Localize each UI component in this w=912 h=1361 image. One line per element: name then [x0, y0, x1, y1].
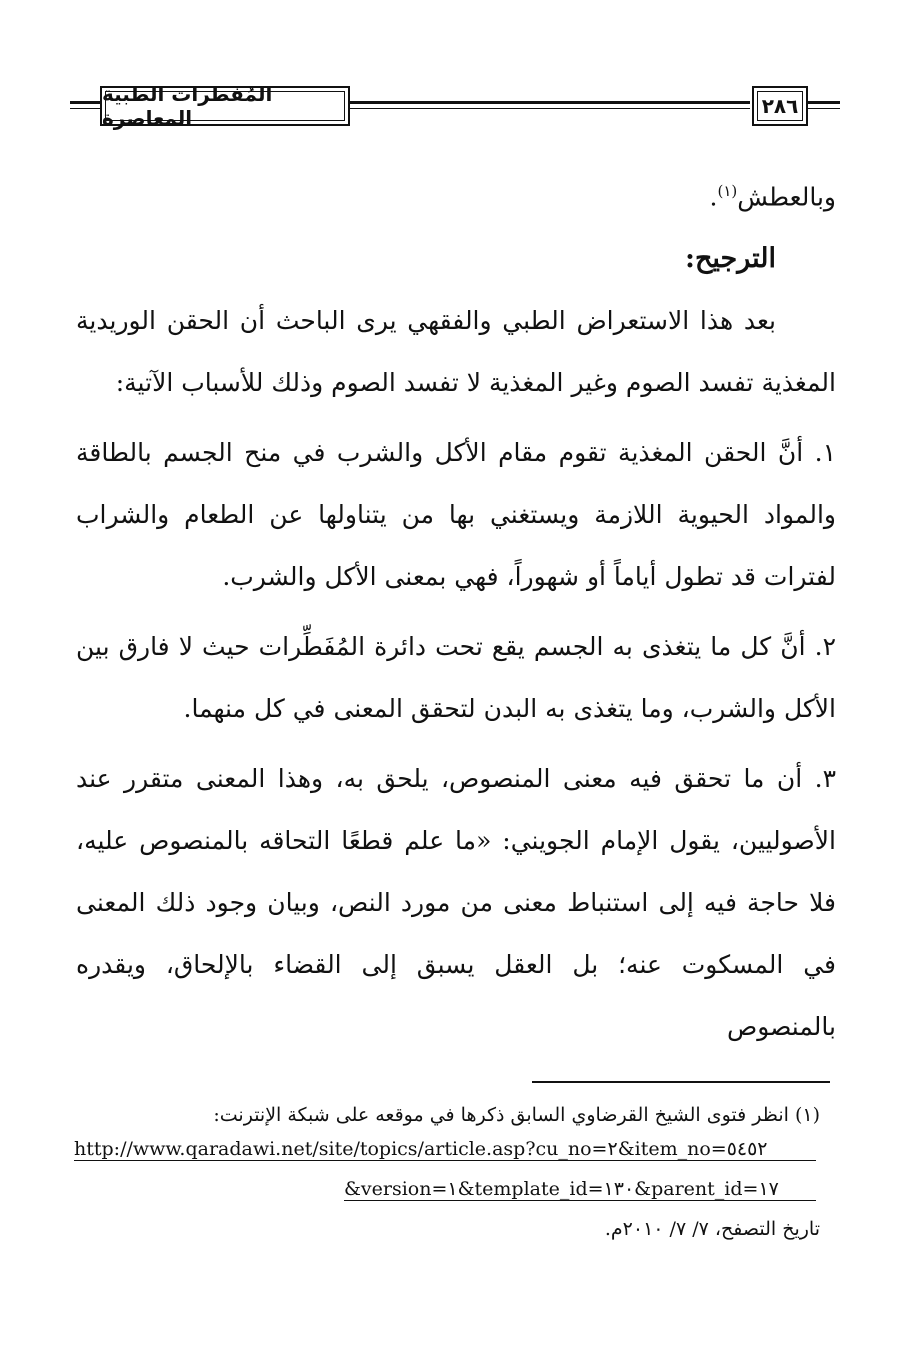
- list-text: أن ما تحقق فيه معنى المنصوص، يلحق به، وهذا المعنى متقرر عند الأصوليين، يقول الإمام الجويني: «ما علم قطعًا التحاقه بالمنصوص عليه، فلا حاجة فيه إلى استنباط معنى من مورد النص، وبيان وجود ذلك المعنى في المسكوت عنه؛ بل العقل يسبق إلى القضاء بالإلحاق، ويقدره بالمنصوص: [76, 764, 836, 1042]
- page-header: [0, 0, 912, 140]
- footnote-ref: (١): [717, 182, 738, 200]
- opening-text: وبالعطش: [737, 182, 836, 212]
- footnote-marker: (١): [794, 1104, 820, 1126]
- list-number: ٢.: [814, 632, 837, 662]
- intro-paragraph: بعد هذا الاستعراض الطبي والفقهي يرى الباحث أن الحقن الوريدية المغذية تفسد الصوم وغير المغذية لا تفسد الصوم وذلك للأسباب الآتية:: [76, 306, 836, 398]
- footnote-text: انظر فتوى الشيخ القرضاوي السابق ذكرها في موقعه على شبكة الإنترنت:: [213, 1104, 789, 1126]
- opening-tail: .: [709, 182, 718, 212]
- footnote-url-continued[interactable]: &version=١&template_id=١٣٠&parent_id=١٧: [344, 1178, 816, 1201]
- header-rule-left: [70, 101, 100, 104]
- header-rule-right-thin: [806, 108, 840, 109]
- list-text: أنَّ الحقن المغذية تقوم مقام الأكل والشرب في منح الجسم بالطاقة والمواد الحيوية اللازمة ويستغني بها من يتناولها عن الطعام والشراب لفترات قد تطول أياماً أو شهوراً، فهي بمعنى الأكل والشرب.: [76, 438, 836, 592]
- footnote-line: [74, 1095, 820, 1135]
- list-text: أنَّ كل ما يتغذى به الجسم يقع تحت دائرة المُفَطِّرات حيث لا فارق بين الأكل والشرب، وما يتغذى به البدن لتحقق المعنى في كل منهما.: [76, 632, 836, 724]
- list-number: ٣.: [814, 764, 836, 794]
- list-item: [76, 748, 836, 1058]
- footnote: [74, 1095, 820, 1135]
- footnote-separator: [532, 1081, 830, 1083]
- main-text: [76, 160, 836, 1058]
- header-rule-left-thin: [70, 108, 100, 109]
- list-number: ١.: [814, 438, 836, 468]
- header-rule-right: [806, 101, 840, 104]
- page-number-text: ٢٨٦: [761, 94, 799, 118]
- book-title-text: المُفطرات الطبية المعاصرة: [102, 82, 273, 130]
- header-rule-middle: [348, 101, 750, 104]
- book-title: [100, 82, 350, 130]
- page-number: [752, 86, 808, 126]
- opening-line: [76, 160, 836, 228]
- list-item: [76, 616, 836, 740]
- footnote-url[interactable]: http://www.qaradawi.net/site/topics/article.asp?cu_no=٢&item_no=٥٤٥٢: [74, 1138, 816, 1161]
- header-rule-middle-thin: [348, 108, 750, 109]
- footnote-access-date: تاريخ التصفح، ٧/ ٧/ ٢٠١٠م.: [604, 1218, 820, 1240]
- section-heading: الترجيح:: [684, 243, 776, 275]
- list-item: [76, 422, 836, 608]
